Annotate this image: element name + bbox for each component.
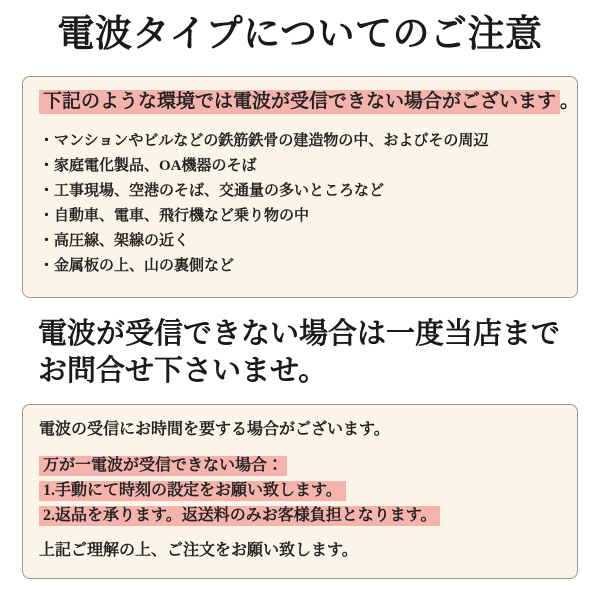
environment-item: ・工事現場、空港のそば、交通量の多いところなど	[39, 183, 385, 199]
page-title: 電波タイプについてのご注意	[57, 13, 543, 54]
environment-item: ・家庭電化製品、OA機器のそば	[39, 158, 257, 174]
fallback-heading: 万が一電波が受信できない場合：	[39, 456, 287, 476]
environment-item: ・金属板の上、山の裏側など	[39, 258, 235, 274]
reception-lead-line	[39, 89, 580, 115]
notice-intro: 電波の受信にお時間を要する場合がございます。	[39, 421, 390, 438]
fallback-step: 2.返品を承ります。返送料のみお客様負担となります。	[39, 506, 440, 526]
reception-warning-panel	[22, 76, 578, 298]
reception-lead-highlight: 下記のような環境では電波が受信できない場合がございます	[39, 90, 560, 114]
environment-item: ・高圧線、架線の近く	[39, 233, 190, 249]
environment-list	[39, 129, 561, 279]
contact-heading-line2: お問合せ下さいませ。	[38, 355, 328, 387]
fallback-step: 1.手動にて時刻の設定をお願い致します。	[39, 481, 346, 501]
environment-item: ・自動車、電車、飛行機など乗り物の中	[39, 208, 310, 224]
reception-lead-suffix: 。	[560, 91, 580, 112]
fallback-step-row	[39, 503, 561, 528]
closing-note: 上記ご理解の上、ご注文をお願い致します。	[39, 542, 358, 559]
environment-item: ・マンションやビルなどの鉄筋鉄骨の建造物の中、およびその周辺	[39, 133, 489, 149]
fallback-step-row	[39, 478, 561, 503]
contact-heading-line1: 電波が受信できない場合は一度当店まで	[38, 318, 561, 350]
notice-panel	[22, 404, 578, 579]
contact-heading	[38, 316, 562, 390]
fallback-heading-row	[39, 453, 561, 478]
fallback-block	[39, 453, 561, 528]
